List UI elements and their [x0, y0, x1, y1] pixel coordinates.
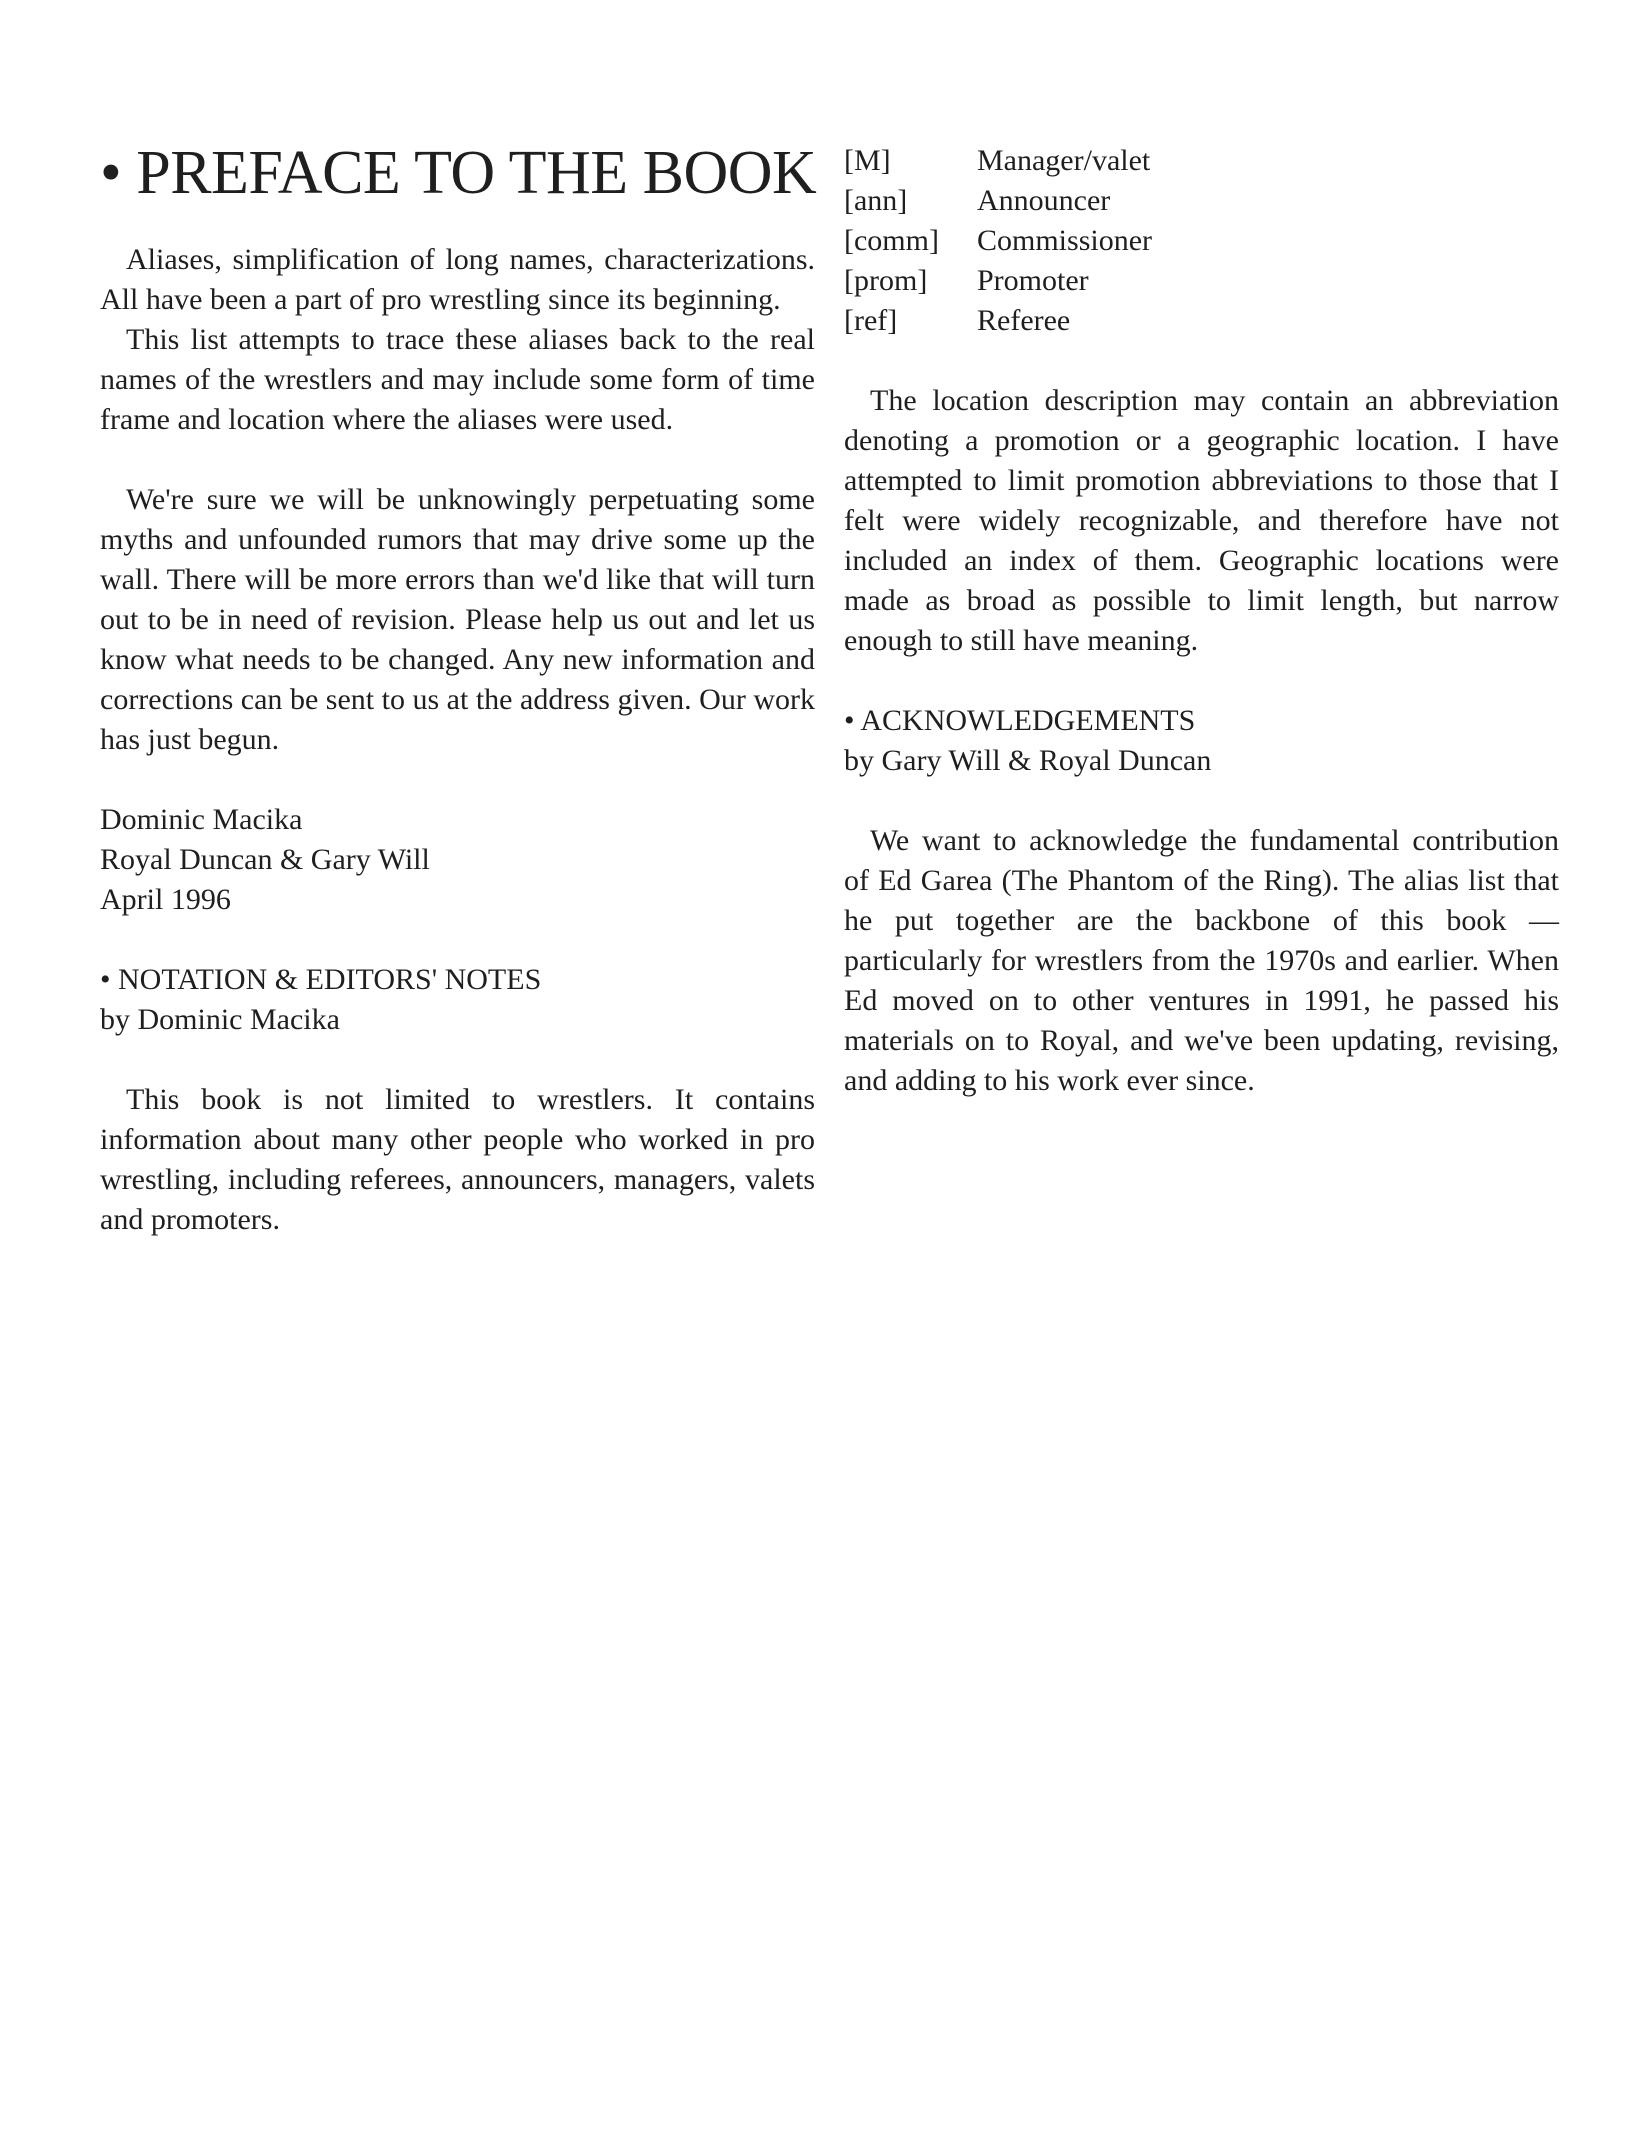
- preface-paragraph-2: This list attempts to trace these aliases back to the real names of the wrestlers and may include some form of time frame and location where the aliases were used.: [100, 323, 815, 436]
- acknowledgements-paragraph: We want to acknowledge the fundamental contribution of Ed Garea (The Phantom of the Ring). The alias list that he put together are the backbone of this book — particularly for wrestlers from the 1970s and earlier. When Ed moved on to other ventures in 1991, he passed his materials on to Royal, and we've been updating, revising, and adding to his work ever since.: [844, 824, 1559, 1097]
- abbreviation-code: [comm]: [844, 224, 939, 257]
- signature-line: April 1996: [100, 883, 231, 916]
- abbreviation-row: [844, 301, 1559, 341]
- abbreviation-meaning: Promoter: [977, 264, 1089, 297]
- abbreviation-row: [844, 141, 1559, 181]
- right-column: [844, 141, 1559, 1101]
- location-paragraph: The location description may contain an abbreviation denoting a promotion or a geographic location. I have attempted to limit promotion abbreviations to those that I felt were widely recognizable, and therefore have not included an index of them. Geographic locations were made as broad as possible to limit length, but narrow enough to still have meaning.: [844, 384, 1559, 657]
- abbreviation-code: [M]: [844, 144, 891, 177]
- abbreviation-code: [ann]: [844, 184, 908, 217]
- notation-heading: • NOTATION & EDITORS' NOTES: [100, 963, 542, 996]
- abbreviation-meaning: Commissioner: [977, 224, 1153, 257]
- signature-line: Dominic Macika: [100, 803, 303, 836]
- signature-block: [100, 800, 815, 920]
- abbreviation-code: [ref]: [844, 304, 898, 337]
- abbreviation-row: [844, 261, 1559, 301]
- abbreviation-row: [844, 221, 1559, 261]
- acknowledgements-heading: • ACKNOWLEDGEMENTS: [844, 704, 1196, 737]
- notation-paragraph: This book is not limited to wrestlers. It contains information about many other people who worked in pro wrestling, including referees, announcers, managers, valets and promoters.: [100, 1083, 815, 1236]
- signature-line: Royal Duncan & Gary Will: [100, 843, 430, 876]
- abbreviation-code: [prom]: [844, 264, 928, 297]
- acknowledgements-byline: by Gary Will & Royal Duncan: [844, 744, 1212, 777]
- abbreviation-meaning: Referee: [977, 304, 1071, 337]
- abbreviation-meaning: Announcer: [977, 184, 1111, 217]
- notation-byline: by Dominic Macika: [100, 1003, 340, 1036]
- abbreviation-row: [844, 181, 1559, 221]
- page-title: • PREFACE TO THE BOOK: [100, 139, 817, 207]
- abbreviation-meaning: Manager/valet: [977, 144, 1151, 177]
- abbreviation-list: [844, 141, 1559, 341]
- left-column: [100, 240, 815, 1240]
- preface-paragraph-3: We're sure we will be unknowingly perpetuating some myths and unfounded rumors that may drive some up the wall. There will be more errors than we'd like that will turn out to be in need of revision. Please help us out and let us know what needs to be changed. Any new information and corrections can be sent to us at the address given. Our work has just begun.: [100, 483, 815, 756]
- preface-paragraph-1: Aliases, simplification of long names, characterizations. All have been a part of pro wrestling since its beginning.: [100, 243, 815, 316]
